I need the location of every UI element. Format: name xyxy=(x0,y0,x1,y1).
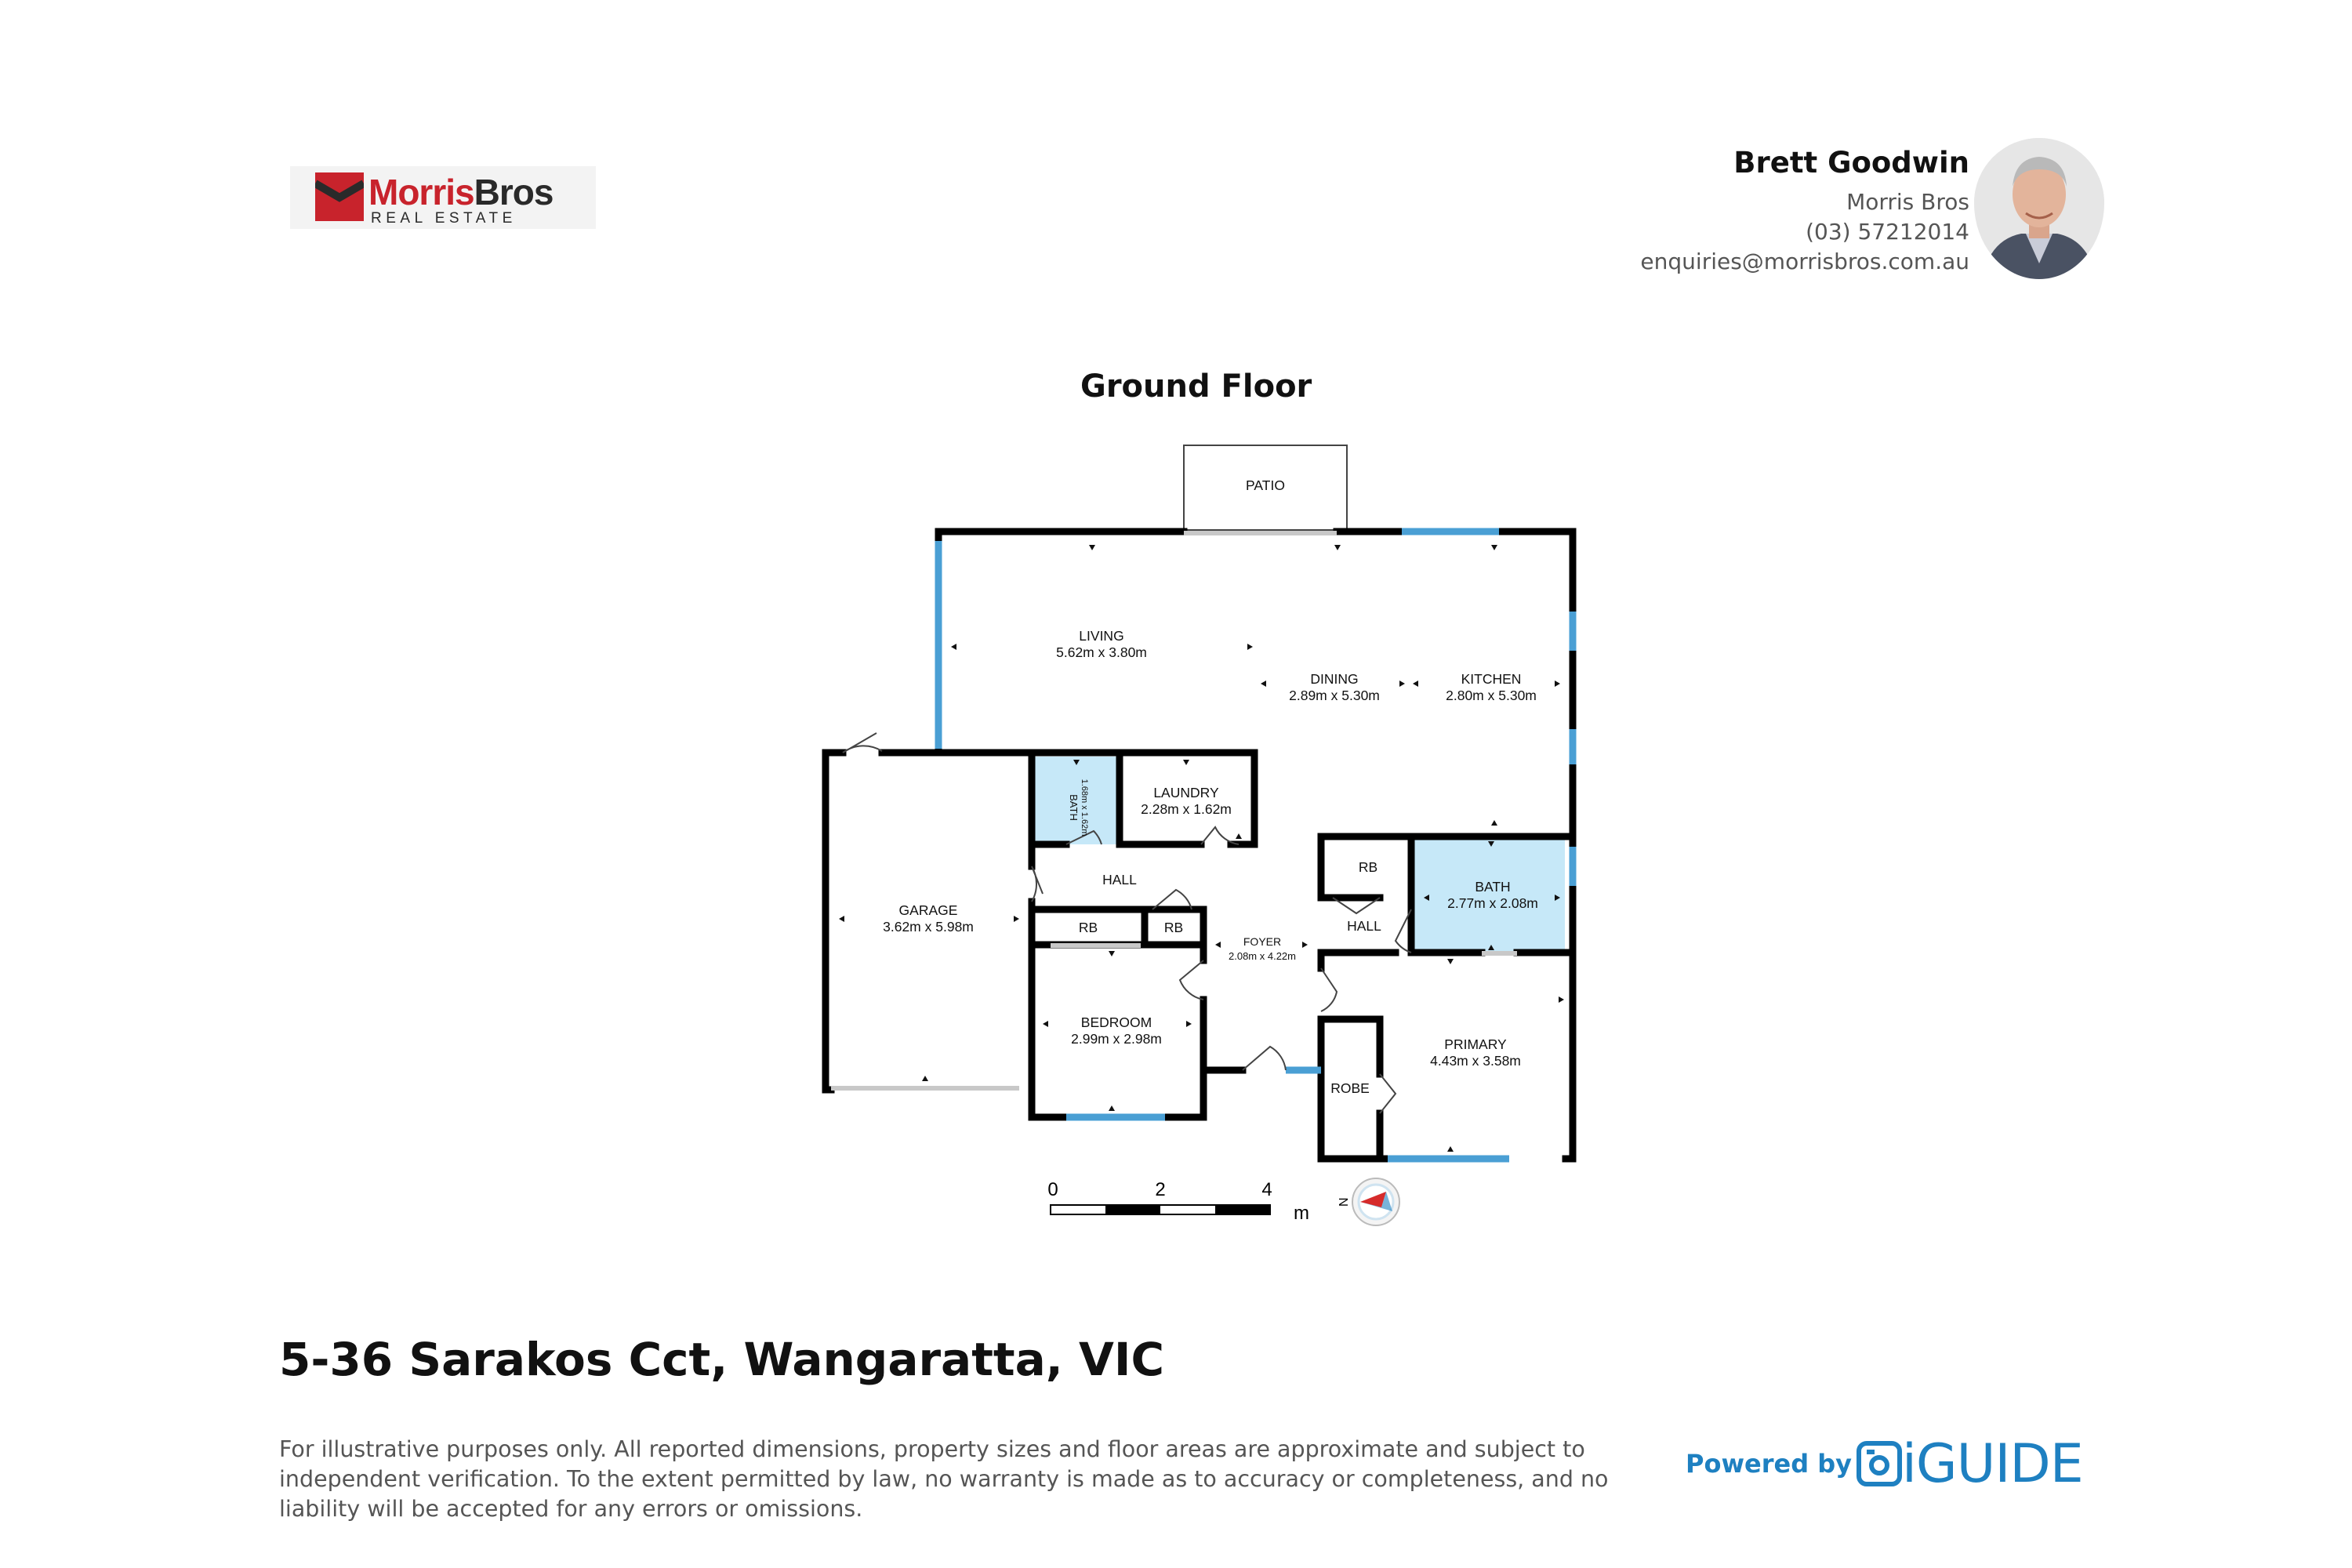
room-bath-small-name: BATH xyxy=(1068,794,1080,821)
room-primary-size: 4.43m x 3.58m xyxy=(1430,1053,1521,1069)
floor-title: Ground Floor xyxy=(1080,368,1312,405)
arrow xyxy=(1247,644,1253,650)
scale-tick-2: 2 xyxy=(1155,1179,1166,1200)
door-robe-swing xyxy=(1380,1074,1396,1113)
arrow xyxy=(1559,996,1564,1003)
arrow xyxy=(1215,942,1221,948)
room-kitchen-size: 2.80m x 5.30m xyxy=(1446,688,1537,703)
arrow xyxy=(1186,1021,1192,1027)
arrow xyxy=(1183,760,1189,765)
arrow xyxy=(1491,545,1497,550)
room-living-name: LIVING xyxy=(1079,628,1124,644)
scale-tick-4: 4 xyxy=(1261,1179,1272,1200)
arrow xyxy=(1261,681,1266,687)
room-rb-1: RB xyxy=(1078,920,1098,935)
arrow xyxy=(1491,820,1497,826)
arrow xyxy=(1447,959,1454,964)
arrow xyxy=(1236,833,1242,839)
door-foyer-swing xyxy=(1243,1047,1286,1070)
iguide-camera-icon xyxy=(1857,1441,1902,1486)
room-bath-main-name: BATH xyxy=(1475,879,1511,895)
door-hall-swing xyxy=(1032,866,1043,902)
logo-subtitle: REAL ESTATE xyxy=(371,210,517,227)
room-laundry-size: 2.28m x 1.62m xyxy=(1141,801,1232,817)
room-dining-name: DINING xyxy=(1310,671,1359,687)
room-hall-west: HALL xyxy=(1102,872,1137,887)
door-bedroom-swing xyxy=(1180,960,1203,1000)
arrow xyxy=(1302,942,1308,948)
wall-robe xyxy=(1321,1019,1380,1074)
arrow xyxy=(839,916,844,922)
door-garage-swing xyxy=(843,733,882,753)
room-rb-3: RB xyxy=(1358,859,1378,875)
arrow xyxy=(1089,545,1095,550)
room-garage-size: 3.62m x 5.98m xyxy=(883,919,974,935)
agent-company: Morris Bros xyxy=(1846,189,1969,215)
room-foyer-name: FOYER xyxy=(1243,935,1282,948)
arrow xyxy=(1413,681,1418,687)
agent-name: Brett Goodwin xyxy=(1733,146,1969,180)
arrow xyxy=(1555,681,1560,687)
compass-north-letter: N xyxy=(1338,1197,1351,1207)
logo-wordmark: MorrisBros xyxy=(368,172,554,212)
room-primary-name: PRIMARY xyxy=(1444,1036,1507,1052)
arrow xyxy=(1447,1146,1454,1152)
arrow xyxy=(922,1076,928,1081)
room-laundry-name: LAUNDRY xyxy=(1153,785,1219,800)
room-bath-small-size: 1.68m x 1.62m xyxy=(1080,779,1089,837)
arrow xyxy=(1043,1021,1048,1027)
arrow xyxy=(1109,1105,1115,1111)
arrow xyxy=(1109,951,1115,956)
agent-email[interactable]: enquiries@morrisbros.com.au xyxy=(1640,249,1969,274)
room-bedroom-size: 2.99m x 2.98m xyxy=(1071,1031,1162,1047)
room-kitchen-name: KITCHEN xyxy=(1461,671,1522,687)
arrow xyxy=(1399,681,1405,687)
room-rb-2: RB xyxy=(1163,920,1184,935)
room-bedroom-name: BEDROOM xyxy=(1080,1014,1152,1030)
room-robe: ROBE xyxy=(1330,1080,1370,1096)
disclaimer-text: For illustrative purposes only. All reported dimensions, property sizes and floor areas are approximate and subject to independent verification. To the extent permitted by law, no warranty is made as to accuracy or completeness, and no liability will be accepted for any errors or omissions. xyxy=(279,1436,1609,1522)
room-foyer-size: 2.08m x 4.22m xyxy=(1229,950,1296,962)
bath-main-fill xyxy=(1411,837,1565,953)
scale-bar xyxy=(1047,1179,1309,1224)
room-living-size: 5.62m x 3.80m xyxy=(1056,644,1147,660)
room-hall-east: HALL xyxy=(1347,918,1381,934)
room-patio: PATIO xyxy=(1246,477,1285,493)
agent-phone[interactable]: (03) 57212014 xyxy=(1806,219,1969,245)
room-bath-main-size: 2.77m x 2.08m xyxy=(1447,895,1538,911)
iguide-wordmark: iGUIDE xyxy=(1902,1433,2083,1495)
arrow xyxy=(1334,545,1341,550)
scale-unit: m xyxy=(1294,1203,1309,1224)
powered-by-label: Powered by xyxy=(1686,1449,1852,1479)
arrow xyxy=(951,644,956,650)
door-primary-swing xyxy=(1321,968,1337,1011)
room-dining-size: 2.89m x 5.30m xyxy=(1289,688,1380,703)
arrow xyxy=(1014,916,1019,922)
wall-garage-west xyxy=(826,753,831,1090)
compass-icon xyxy=(1338,1178,1399,1225)
property-address: 5-36 Sarakos Cct, Wangaratta, VIC xyxy=(279,1333,1165,1386)
room-garage-name: GARAGE xyxy=(898,902,958,918)
scale-tick-0: 0 xyxy=(1047,1179,1058,1200)
iguide-logo xyxy=(1857,1433,2083,1495)
